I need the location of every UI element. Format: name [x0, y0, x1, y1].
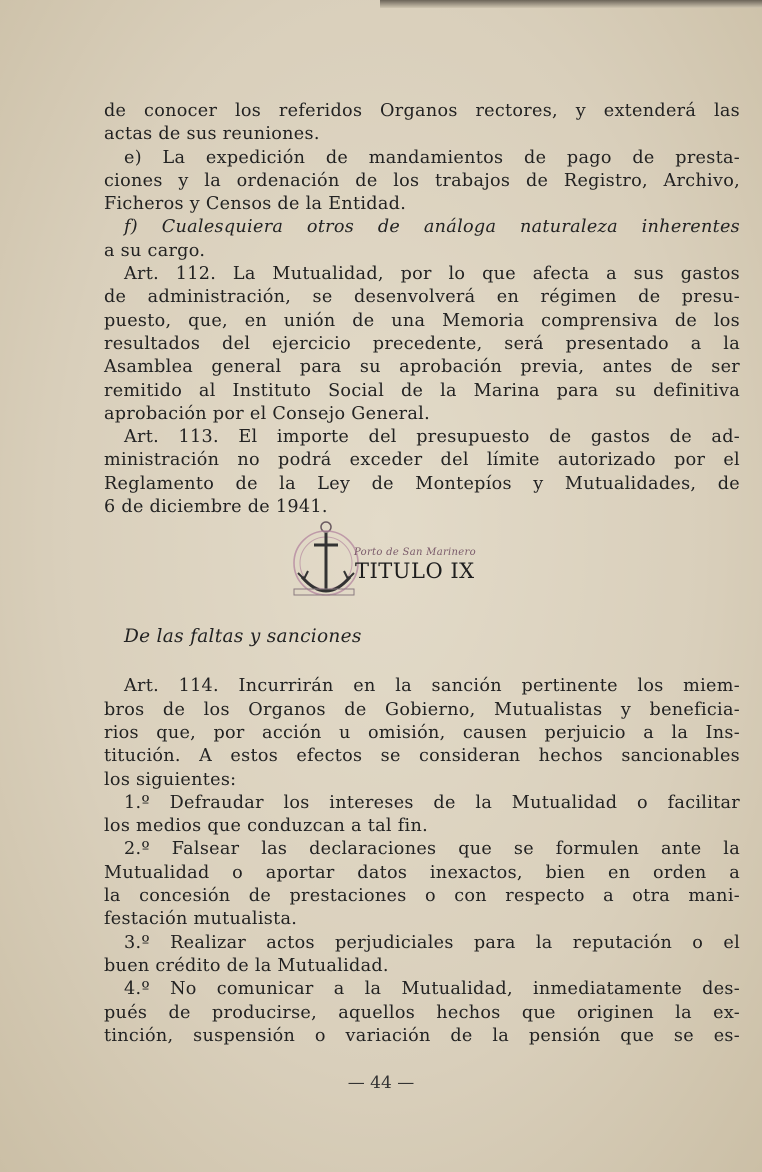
body-text	[104, 100, 740, 1048]
list-item-1-first: 1.º Defraudar los intereses de la Mutualidad o facilitar	[124, 792, 740, 813]
article-112: de administración, se desenvolverá en régimen de presu- puesto, que, en unión de una Memoria comprensiva de los resultados del ejercicio precedente, será presentado a la Asamblea general para su aprobación previa, antes de ser remitido al Instituto Social de la Marina para su definitiva aprobación por el Consejo General.	[104, 287, 740, 424]
list-item-2: Mutualidad o aportar datos inexactos, bien en orden a la concesión de prestaciones o con respecto a otra mani- festación mutualista.	[104, 862, 740, 930]
paragraph-extenderá: de conocer los referidos Organos rectores, y extenderá las actas de sus reuniones.	[104, 101, 740, 145]
title-block	[104, 519, 740, 625]
list-item-3-first: 3.º Realizar actos perjudiciales para la reputación o el	[124, 932, 740, 953]
article-112-first: Art. 112. La Mutualidad, por lo que afecta a sus gastos	[124, 264, 740, 285]
anchor-emblem-icon	[290, 519, 360, 603]
page-edge-shadow	[380, 0, 762, 8]
article-113: ministración no podrá exceder del límite autorizado por el Reglamento de la Ley de Montepíos y Mutualidades, de 6 de diciembre de 1941.	[104, 450, 740, 518]
article-114: bros de los Organos de Gobierno, Mutualistas y beneficia- rios que, por acción u omisión, causen perjuicio a la Ins- titución. A estos efectos se consideran hechos sancionables los siguientes:	[104, 699, 740, 790]
section-title: TITULO IX	[355, 559, 475, 584]
paragraph-item-f: f) Cualesquiera otros de análoga naturaleza inherentes	[124, 217, 740, 238]
paragraph-item-e: e) La expedición de mandamientos de pago de presta-	[124, 147, 740, 168]
list-item-2-first: 2.º Falsear las declaraciones que se formulen ante la	[124, 839, 740, 860]
list-item-4-first: 4.º No comunicar a la Mutualidad, inmediatamente des-	[124, 979, 740, 1000]
article-114-first: Art. 114. Incurrirán en la sanción pertinente los miem-	[124, 676, 740, 697]
list-item-4: pués de producirse, aquellos hechos que originen la ex- tinción, suspensión o variación de la pensión que se es-	[104, 1002, 740, 1046]
paragraph-item-f-cont: a su cargo.	[104, 240, 206, 261]
article-113-first: Art. 113. El importe del presupuesto de gastos de ad-	[124, 427, 740, 448]
paragraph-item-e-cont: ciones y la ordenación de los trabajos de Registro, Archivo, Ficheros y Censos de la Entidad.	[104, 170, 740, 215]
list-item-1: los medios que conduzcan a tal fin.	[104, 816, 428, 837]
page-number: — 44 —	[347, 1073, 415, 1093]
stamp-text: Porto de San Marinero	[354, 547, 476, 559]
section-subtitle: De las faltas y sanciones	[124, 626, 362, 648]
list-item-3: buen crédito de la Mutualidad.	[104, 955, 389, 976]
